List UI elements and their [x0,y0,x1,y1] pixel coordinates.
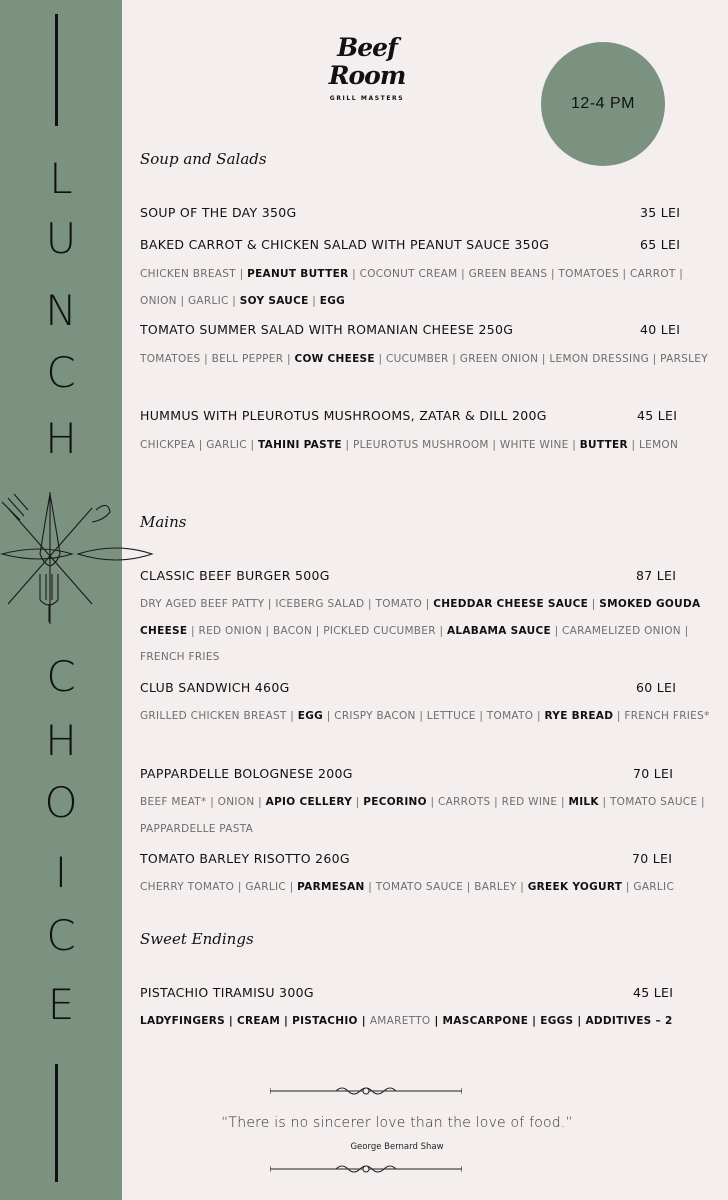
menu-item-name: PISTACHIO TIRAMISU 300G [140,985,314,1000]
ingredient-text: | COCONUT CREAM | GREEN BEANS | TOMATOES | CARROT | ONION | GARLIC | [140,268,684,307]
menu-item-name: CLASSIC BEEF BURGER 500G [140,568,330,583]
menu-item-price: 70 LEI [632,851,673,866]
menu-item-name: PAPPARDELLE BOLOGNESE 200G [140,766,353,781]
sidebar-letter: C [46,348,76,397]
ingredient-highlight: RYE BREAD [544,710,614,722]
menu-item-price: 87 LEI [636,568,677,583]
menu-item-price: 45 LEI [633,985,674,1000]
ingredient-text: | [588,598,600,610]
ingredient-highlight: COW CHEESE [294,353,375,365]
ingredient-text: BEEF MEAT* | ONION | [140,796,266,808]
menu-item-ingredients [140,591,712,671]
bottom-vertical-line [55,1064,58,1182]
ingredient-text: | GARLIC [622,881,675,893]
ingredient-text: | TOMATO SAUCE | BARLEY | [364,881,528,893]
sidebar-letter: U [45,214,77,263]
menu-item-ingredients [140,874,712,901]
menu-item-price: 65 LEI [640,237,681,252]
sidebar-letter: L [49,154,73,203]
ingredient-text: | CARROTS | RED WINE | [426,796,569,808]
ornament-divider-top [270,1084,462,1098]
ingredient-highlight: MILK [568,796,599,808]
sidebar-letter: O [44,778,78,827]
menu-item-ingredients [140,261,712,314]
menu-content [122,0,728,1200]
section-title-soup: Soup and Salads [140,150,267,168]
sidebar-letter: C [46,911,76,960]
menu-item-ingredients [140,703,712,730]
ingredient-text: DRY AGED BEEF PATTY | ICEBERG SALAD | TOMATO | [140,598,434,610]
menu-item-ingredients [140,346,712,373]
ingredient-highlight: TAHINI PASTE [258,439,342,451]
menu-item-name: TOMATO BARLEY RISOTTO 260G [140,851,350,866]
ingredient-text: GRILLED CHICKEN BREAST | [140,710,298,722]
ingredient-text: | CRISPY BACON | LETTUCE | TOMATO | [323,710,545,722]
sidebar-letter: I [54,848,68,897]
ingredient-text: TOMATOES | BELL PEPPER | [140,353,295,365]
ingredient-highlight: PEANUT BUTTER [247,268,349,280]
ingredient-highlight: EGG [297,710,324,722]
ingredient-text: | CUCUMBER | GREEN ONION | LEMON DRESSING | PARSLEY [374,353,708,365]
menu-item-price: 70 LEI [633,766,674,781]
menu-item-price: 40 LEI [640,322,681,337]
ingredient-highlight: CHEDDAR CHEESE SAUCE [433,598,589,610]
ingredient-highlight: | MASCARPONE | EGGS | ADDITIVES – 2 [430,1015,673,1027]
ingredient-text: | [352,796,364,808]
ingredient-highlight: SMOKED GOUDA CHEESE [140,598,701,637]
ingredient-highlight: ALABAMA SAUCE [446,624,551,637]
sidebar-letter: N [45,286,77,335]
ingredient-highlight: BUTTER [579,439,628,451]
ingredient-text: | TOMATO SAUCE | PAPPARDELLE PASTA [140,796,705,835]
quote-text: “There is no sincerer love than the love of food.” [221,1115,573,1131]
time-badge: 12-4 PM [541,42,665,166]
ingredient-text: | [308,294,320,307]
ingredient-highlight: GREEK YOGURT [527,881,623,893]
menu-item-name: CLUB SANDWICH 460G [140,680,290,695]
ingredient-highlight: LADYFINGERS | CREAM | PISTACHIO | [140,1015,370,1027]
ingredient-text: | FRENCH FRIES* [613,710,710,722]
menu-item-price: 45 LEI [637,408,678,423]
ingredient-highlight: APIO CELLERY [265,796,353,808]
sidebar-letter: H [45,716,77,765]
ingredient-highlight: EGG [319,294,346,307]
ingredient-text: | RED ONION | BACON | PICKLED CUCUMBER | [187,624,447,637]
ingredient-text: CHERRY TOMATO | GARLIC | [140,881,298,893]
logo-tagline: GRILL MASTERS [329,95,405,102]
section-title-mains: Mains [140,513,187,531]
menu-item-name: SOUP OF THE DAY 350G [140,205,297,220]
menu-item-price: 60 LEI [636,680,677,695]
menu-item-ingredients [140,432,712,459]
sidebar-letter: C [46,652,76,701]
section-title-sweet: Sweet Endings [140,930,254,948]
menu-item-name: HUMMUS WITH PLEUROTUS MUSHROOMS, ZATAR & DILL 200G [140,408,547,423]
menu-item-name: TOMATO SUMMER SALAD WITH ROMANIAN CHEESE 250G [140,322,514,337]
ingredient-text: | CARAMELIZED ONION | FRENCH FRIES [140,624,689,663]
ingredient-highlight: PARMESAN [297,881,365,893]
ornament-divider-bottom [270,1162,462,1176]
ingredient-highlight: SOY SAUCE [239,294,309,307]
menu-item-ingredients [140,1008,712,1035]
menu-item-name: BAKED CARROT & CHICKEN SALAD WITH PEANUT SAUCE 350G [140,237,550,252]
logo-wordmark: Beef Room [328,33,406,90]
sidebar-letter: H [45,414,77,463]
ingredient-highlight: PECORINO [363,796,427,808]
menu-item-price: 35 LEI [640,205,681,220]
quote-author: George Bernard Shaw [350,1142,444,1152]
ingredient-text: | PLEUROTUS MUSHROOM | WHITE WINE | [341,439,580,451]
ingredient-text: AMARETTO [369,1015,431,1027]
ingredient-text: CHICKEN BREAST | [140,268,248,280]
menu-item-ingredients [140,789,712,842]
ingredient-text: | LEMON [627,439,679,451]
sidebar-letter: E [47,980,75,1029]
ingredient-text: CHICKPEA | GARLIC | [140,439,259,451]
brand-logo [304,34,430,102]
top-vertical-line [55,14,58,126]
